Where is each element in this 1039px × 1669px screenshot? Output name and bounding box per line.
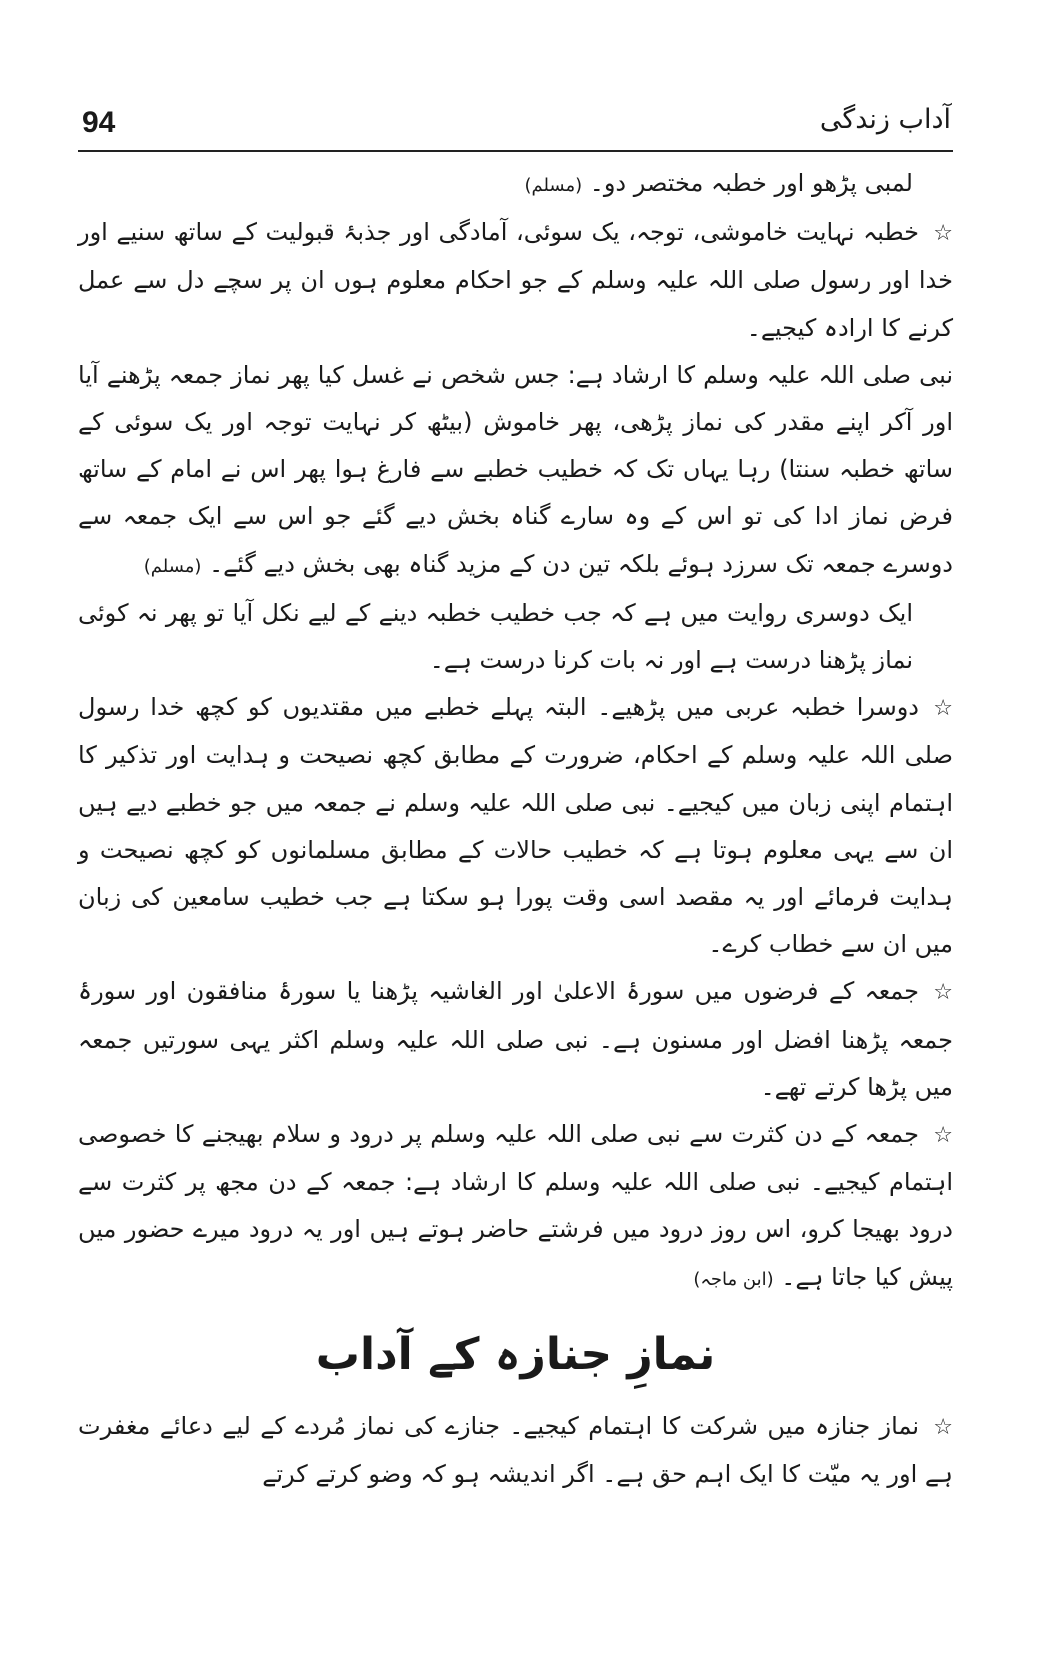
paragraph-text: خطبہ نہایت خاموشی، توجہ، یک سوئی، آمادگی اور جذبۂ قبولیت کے ساتھ سنیے اور خدا اور رسول صلی اللہ علیہ وسلم کے جو احکام معلوم ہوں ان پر سچے دل سے عمل کرنے کا ارادہ کیجیے۔ — [78, 218, 953, 342]
paragraph-text: ایک دوسری روایت میں ہے کہ جب خطیب خطبہ دینے کے لیے نکل آیا تو پھر نہ کوئی نماز پڑھنا درست ہے اور نہ بات کرنا درست ہے۔ — [78, 598, 913, 675]
star-bullet-icon: ☆ — [933, 980, 953, 1006]
bullet-paragraph — [78, 209, 953, 352]
paragraph-text: لمبی پڑھو اور خطبہ مختصر دو۔ — [589, 169, 913, 197]
citation: (مسلم) — [143, 555, 202, 577]
paragraph-text: نبی صلی اللہ علیہ وسلم کا ارشاد ہے: جس شخص نے غسل کیا پھر نماز جمعہ پڑھنے آیا اور آکر اپنے مقدر کی نماز پڑھی، پھر خاموش (بیٹھ کر نہایت توجہ اور یک سوئی کے ساتھ خطبہ سنتا) رہا یہاں تک کہ خطیب خطبے سے فارغ ہوا پھر اس نے امام کے ساتھ فرض نماز ادا کی تو اس کے وہ سارے گناہ بخش دیے گئے جو اس سے ایک جمعہ سے دوسرے جمعہ تک سرزد ہوئے بلکہ تین دن کے مزید گناہ بھی بخش دیے گئے۔ — [78, 360, 953, 578]
paragraph-continuation — [78, 160, 953, 209]
section-heading: نمازِ جنازہ کے آداب — [315, 1328, 716, 1380]
running-title: آداب زندگی — [819, 104, 951, 135]
hadith-paragraph — [78, 352, 953, 590]
narration-paragraph — [78, 590, 953, 684]
page-header — [78, 100, 953, 152]
bullet-paragraph — [78, 968, 953, 1111]
citation: (مسلم) — [524, 175, 583, 196]
paragraph-text: جمعہ کے فرضوں میں سورۂ الاعلیٰ اور الغاشیہ پڑھنا یا سورۂ منافقون اور سورۂ جمعہ پڑھنا افضل اور مسنون ہے۔ نبی صلی اللہ علیہ وسلم اکثر یہی سورتیں جمعہ میں پڑھا کرتے تھے۔ — [78, 977, 953, 1101]
bullet-paragraph — [78, 684, 953, 968]
paragraph-text: نماز جنازہ میں شرکت کا اہتمام کیجیے۔ جنازے کی نماز مُردے کے لیے دعائے مغفرت ہے اور یہ میّت کا ایک اہم حق ہے۔ اگر اندیشہ ہو کہ وضو کرتے کرتے — [78, 1411, 953, 1489]
bullet-paragraph — [78, 1111, 953, 1303]
star-bullet-icon: ☆ — [933, 696, 953, 722]
star-bullet-icon: ☆ — [933, 221, 953, 247]
citation: (ابن ماجہ) — [693, 1268, 774, 1290]
star-bullet-icon: ☆ — [933, 1123, 953, 1149]
page-number: 94 — [82, 106, 116, 139]
star-bullet-icon: ☆ — [933, 1414, 953, 1440]
page-body — [78, 160, 953, 1498]
bullet-paragraph — [78, 1403, 953, 1498]
paragraph-text: جمعہ کے دن کثرت سے نبی صلی اللہ علیہ وسلم پر درود و سلام بھیجنے کا خصوصی اہتمام کیجیے۔ نبی صلی اللہ علیہ وسلم کا ارشاد ہے: جمعہ کے دن مجھ پر کثرت سے درود بھیجا کرو، اس روز درود میں فرشتے حاضر ہوتے ہیں اور یہ درود میرے حضور میں پیش کیا جاتا ہے۔ — [78, 1120, 953, 1291]
paragraph-text: دوسرا خطبہ عربی میں پڑھیے۔ البتہ پہلے خطبے میں مقتدیوں کو کچھ خدا رسول صلی اللہ علیہ وسلم کے احکام، ضرورت کے مطابق کچھ نصیحت و ہدایت اور تذکیر کا اہتمام اپنی زبان میں کیجیے۔ نبی صلی اللہ علیہ وسلم نے جمعہ میں جو خطبے دیے ہیں ان سے یہی معلوم ہوتا ہے کہ خطیب حالات کے مطابق مسلمانوں کو کچھ نصیحت و ہدایت فرمائے اور یہ مقصد اسی وقت پورا ہو سکتا ہے جب خطیب سامعین کی زبان میں ان سے خطاب کرے۔ — [78, 693, 953, 959]
